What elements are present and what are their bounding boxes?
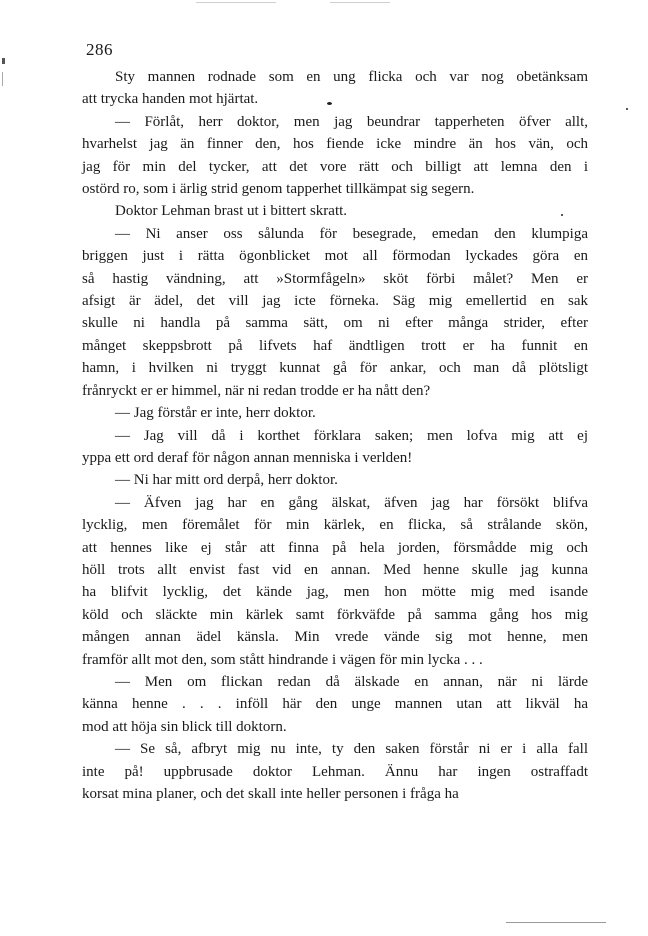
scan-edge-mark bbox=[2, 58, 5, 64]
text-line: yppa ett ord deraf för någon annan menniska i verlden! bbox=[82, 449, 413, 466]
body-text bbox=[82, 66, 588, 805]
text-line: ha blifvit lycklig, det kände jag, men hon mötte mig med isande bbox=[82, 584, 588, 601]
ink-speck bbox=[561, 214, 563, 216]
text-line: briggen just i rätta ögonblicket mot all förmodan lyckades göra en bbox=[82, 248, 588, 265]
ink-speck bbox=[626, 108, 628, 110]
text-line: känna henne . . . inföll här den unge mannen utan att likväl ha bbox=[82, 696, 588, 713]
text-line: att trycka handen mot hjärtat. bbox=[82, 91, 259, 108]
text-line: skulle ni handla på samma sätt, om ni efter många strider, efter bbox=[82, 315, 588, 332]
text-line: lycklig, men föremålet för min kärlek, en flicka, så strålande skön, bbox=[82, 517, 588, 534]
text-line: Doktor Lehman brast ut i bittert skratt. bbox=[115, 203, 348, 220]
scan-edge-mark bbox=[2, 72, 3, 86]
text-line: mången annan ädel känsla. Min vrede vände sig mot henne, men bbox=[82, 629, 588, 646]
text-line: köld och släckte min kärlek samt förkväfde på samma gång hos mig bbox=[82, 606, 588, 623]
text-line: hamn, i hvilken ni tryggt kunnat gå för ankar, och man då plötsligt bbox=[82, 360, 588, 377]
top-edge-mark bbox=[330, 2, 390, 3]
text-line: korsat mina planer, och det skall inte heller personen i fråga ha bbox=[82, 786, 459, 802]
text-line: frånryckt er er himmel, när ni redan trodde er ha nått den? bbox=[82, 382, 431, 399]
bottom-edge-mark bbox=[506, 922, 606, 923]
text-line: mod att höja sin blick till doktorn. bbox=[82, 718, 287, 735]
text-line: så hastig vändning, att »Stormfågeln» sköt förbi målet? Men er bbox=[82, 270, 588, 287]
text-line: jag för min del tycker, att det vore rätt och billigt att lemna den i bbox=[82, 158, 588, 175]
text-line: — Men om flickan redan då älskade en annan, när ni lärde bbox=[115, 673, 588, 690]
text-line: — Ni anser oss sålunda för besegrade, emedan den klumpiga bbox=[115, 225, 588, 242]
text-line: att hennes like ej står att finna på hela jorden, försmådde mig och bbox=[82, 539, 588, 556]
text-line: — Jag förstår er inte, herr doktor. bbox=[115, 405, 316, 422]
text-line: afsigt är ädel, det vill jag icte förneka. Säg mig emellertid en sak bbox=[82, 293, 588, 310]
ink-speck bbox=[327, 102, 332, 105]
text-line: framför allt mot den, som stått hindrande i vägen för min lycka . . . bbox=[82, 651, 483, 668]
text-line: hvarhelst jag än finner den, hos fiende icke mindre än hos vän, och bbox=[82, 136, 588, 153]
text-line: månget skeppsbrott på lifvets haf ändtligen trott er ha funnit en bbox=[82, 337, 588, 354]
text-line: — Se så, afbryt mig nu inte, ty den saken förstår ni er i alla fall bbox=[115, 741, 588, 758]
text-line: — Ni har mitt ord derpå, herr doktor. bbox=[115, 472, 338, 489]
text-line: — Äfven jag har en gång älskat, äfven jag har försökt blifva bbox=[115, 494, 588, 511]
text-line: — Jag vill då i korthet förklara saken; men lofva mig att ej bbox=[115, 427, 588, 444]
text-line: inte på! uppbrusade doktor Lehman. Ännu har ingen ostraffadt bbox=[82, 763, 588, 780]
text-line: ostörd ro, som i ärlig strid genom tapperhet tillkämpat sig segern. bbox=[82, 181, 475, 198]
top-edge-mark bbox=[196, 2, 276, 3]
text-line: Sty mannen rodnade som en ung flicka och var nog obetänksam bbox=[115, 69, 588, 85]
text-line: höll trots allt envist fast vid en annan. Med henne skulle jag kunna bbox=[82, 561, 588, 578]
text-line: — Förlåt, herr doktor, men jag beundrar tapperheten öfver allt, bbox=[115, 113, 588, 130]
page-number: 286 bbox=[86, 40, 113, 59]
